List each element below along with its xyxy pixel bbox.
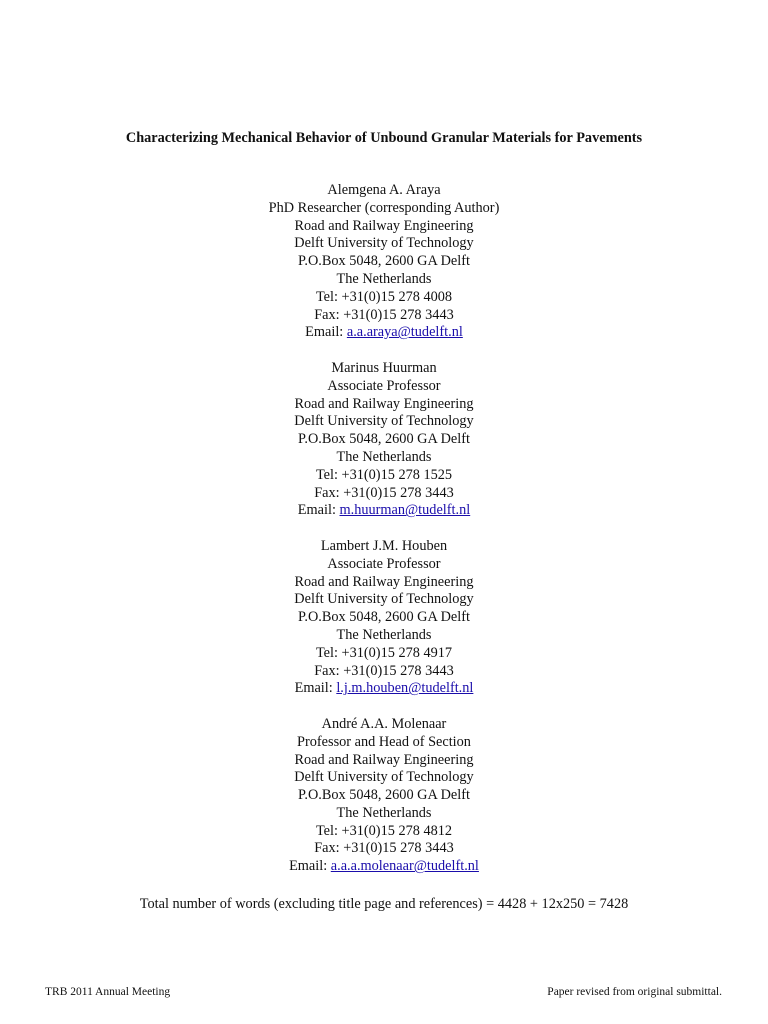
author-fax: Fax: +31(0)15 278 3443 (314, 484, 454, 501)
author-address: P.O.Box 5048, 2600 GA Delft (298, 431, 470, 448)
author-country: The Netherlands (336, 270, 432, 287)
author-institution: Delft University of Technology (294, 769, 474, 786)
author-institution: Delft University of Technology (294, 413, 474, 430)
paper-title: Characterizing Mechanical Behavior of Unbound Granular Materials for Pavements (125, 130, 643, 146)
author-name: Marinus Huurman (331, 359, 437, 376)
author-department: Road and Railway Engineering (294, 395, 474, 412)
author-block (0, 538, 768, 698)
author-email-link[interactable]: a.a.a.molenaar@tudelft.nl (330, 858, 479, 875)
author-email-line (0, 502, 768, 520)
author-country: The Netherlands (336, 804, 432, 821)
author-email-link[interactable]: a.a.araya@tudelft.nl (346, 324, 463, 341)
author-tel: Tel: +31(0)15 278 4917 (315, 644, 453, 661)
email-label: Email: (305, 324, 347, 341)
author-email-line (0, 324, 768, 342)
author-role: Associate Professor (327, 555, 441, 572)
author-department: Road and Railway Engineering (294, 573, 474, 590)
author-block (0, 182, 768, 342)
email-label: Email: (289, 858, 331, 875)
author-tel: Tel: +31(0)15 278 4812 (315, 822, 453, 839)
author-block (0, 360, 768, 520)
author-email-line (0, 680, 768, 698)
word-count-statement: Total number of words (excluding title page and references) = 4428 + 12x250 = 7428 (139, 896, 629, 912)
author-name: Lambert J.M. Houben (320, 537, 448, 554)
email-label: Email: (294, 680, 337, 697)
author-tel: Tel: +31(0)15 278 1525 (315, 466, 453, 483)
author-tel: Tel: +31(0)15 278 4008 (315, 288, 453, 305)
author-fax: Fax: +31(0)15 278 3443 (314, 840, 454, 857)
author-role: PhD Researcher (corresponding Author) (268, 199, 500, 216)
author-address: P.O.Box 5048, 2600 GA Delft (298, 609, 470, 626)
author-role: Associate Professor (327, 377, 441, 394)
author-institution: Delft University of Technology (294, 235, 474, 252)
author-role: Professor and Head of Section (297, 733, 471, 750)
email-label: Email: (297, 502, 340, 519)
author-address: P.O.Box 5048, 2600 GA Delft (298, 787, 470, 804)
author-department: Road and Railway Engineering (294, 751, 474, 768)
author-country: The Netherlands (336, 626, 432, 643)
author-email-link[interactable]: l.j.m.houben@tudelft.nl (336, 680, 474, 697)
author-address: P.O.Box 5048, 2600 GA Delft (298, 253, 470, 270)
author-fax: Fax: +31(0)15 278 3443 (314, 306, 454, 323)
author-country: The Netherlands (336, 448, 432, 465)
author-email-link[interactable]: m.huurman@tudelft.nl (339, 502, 471, 519)
author-department: Road and Railway Engineering (294, 217, 474, 234)
author-block (0, 716, 768, 876)
author-list (0, 182, 768, 894)
author-fax: Fax: +31(0)15 278 3443 (314, 662, 454, 679)
author-email-line (0, 858, 768, 876)
footer-revision-note: Paper revised from original submittal. (547, 986, 722, 998)
author-name: Alemgena A. Araya (327, 182, 441, 198)
footer-conference: TRB 2011 Annual Meeting (45, 986, 171, 998)
author-institution: Delft University of Technology (294, 591, 474, 608)
author-name: André A.A. Molenaar (321, 715, 447, 732)
